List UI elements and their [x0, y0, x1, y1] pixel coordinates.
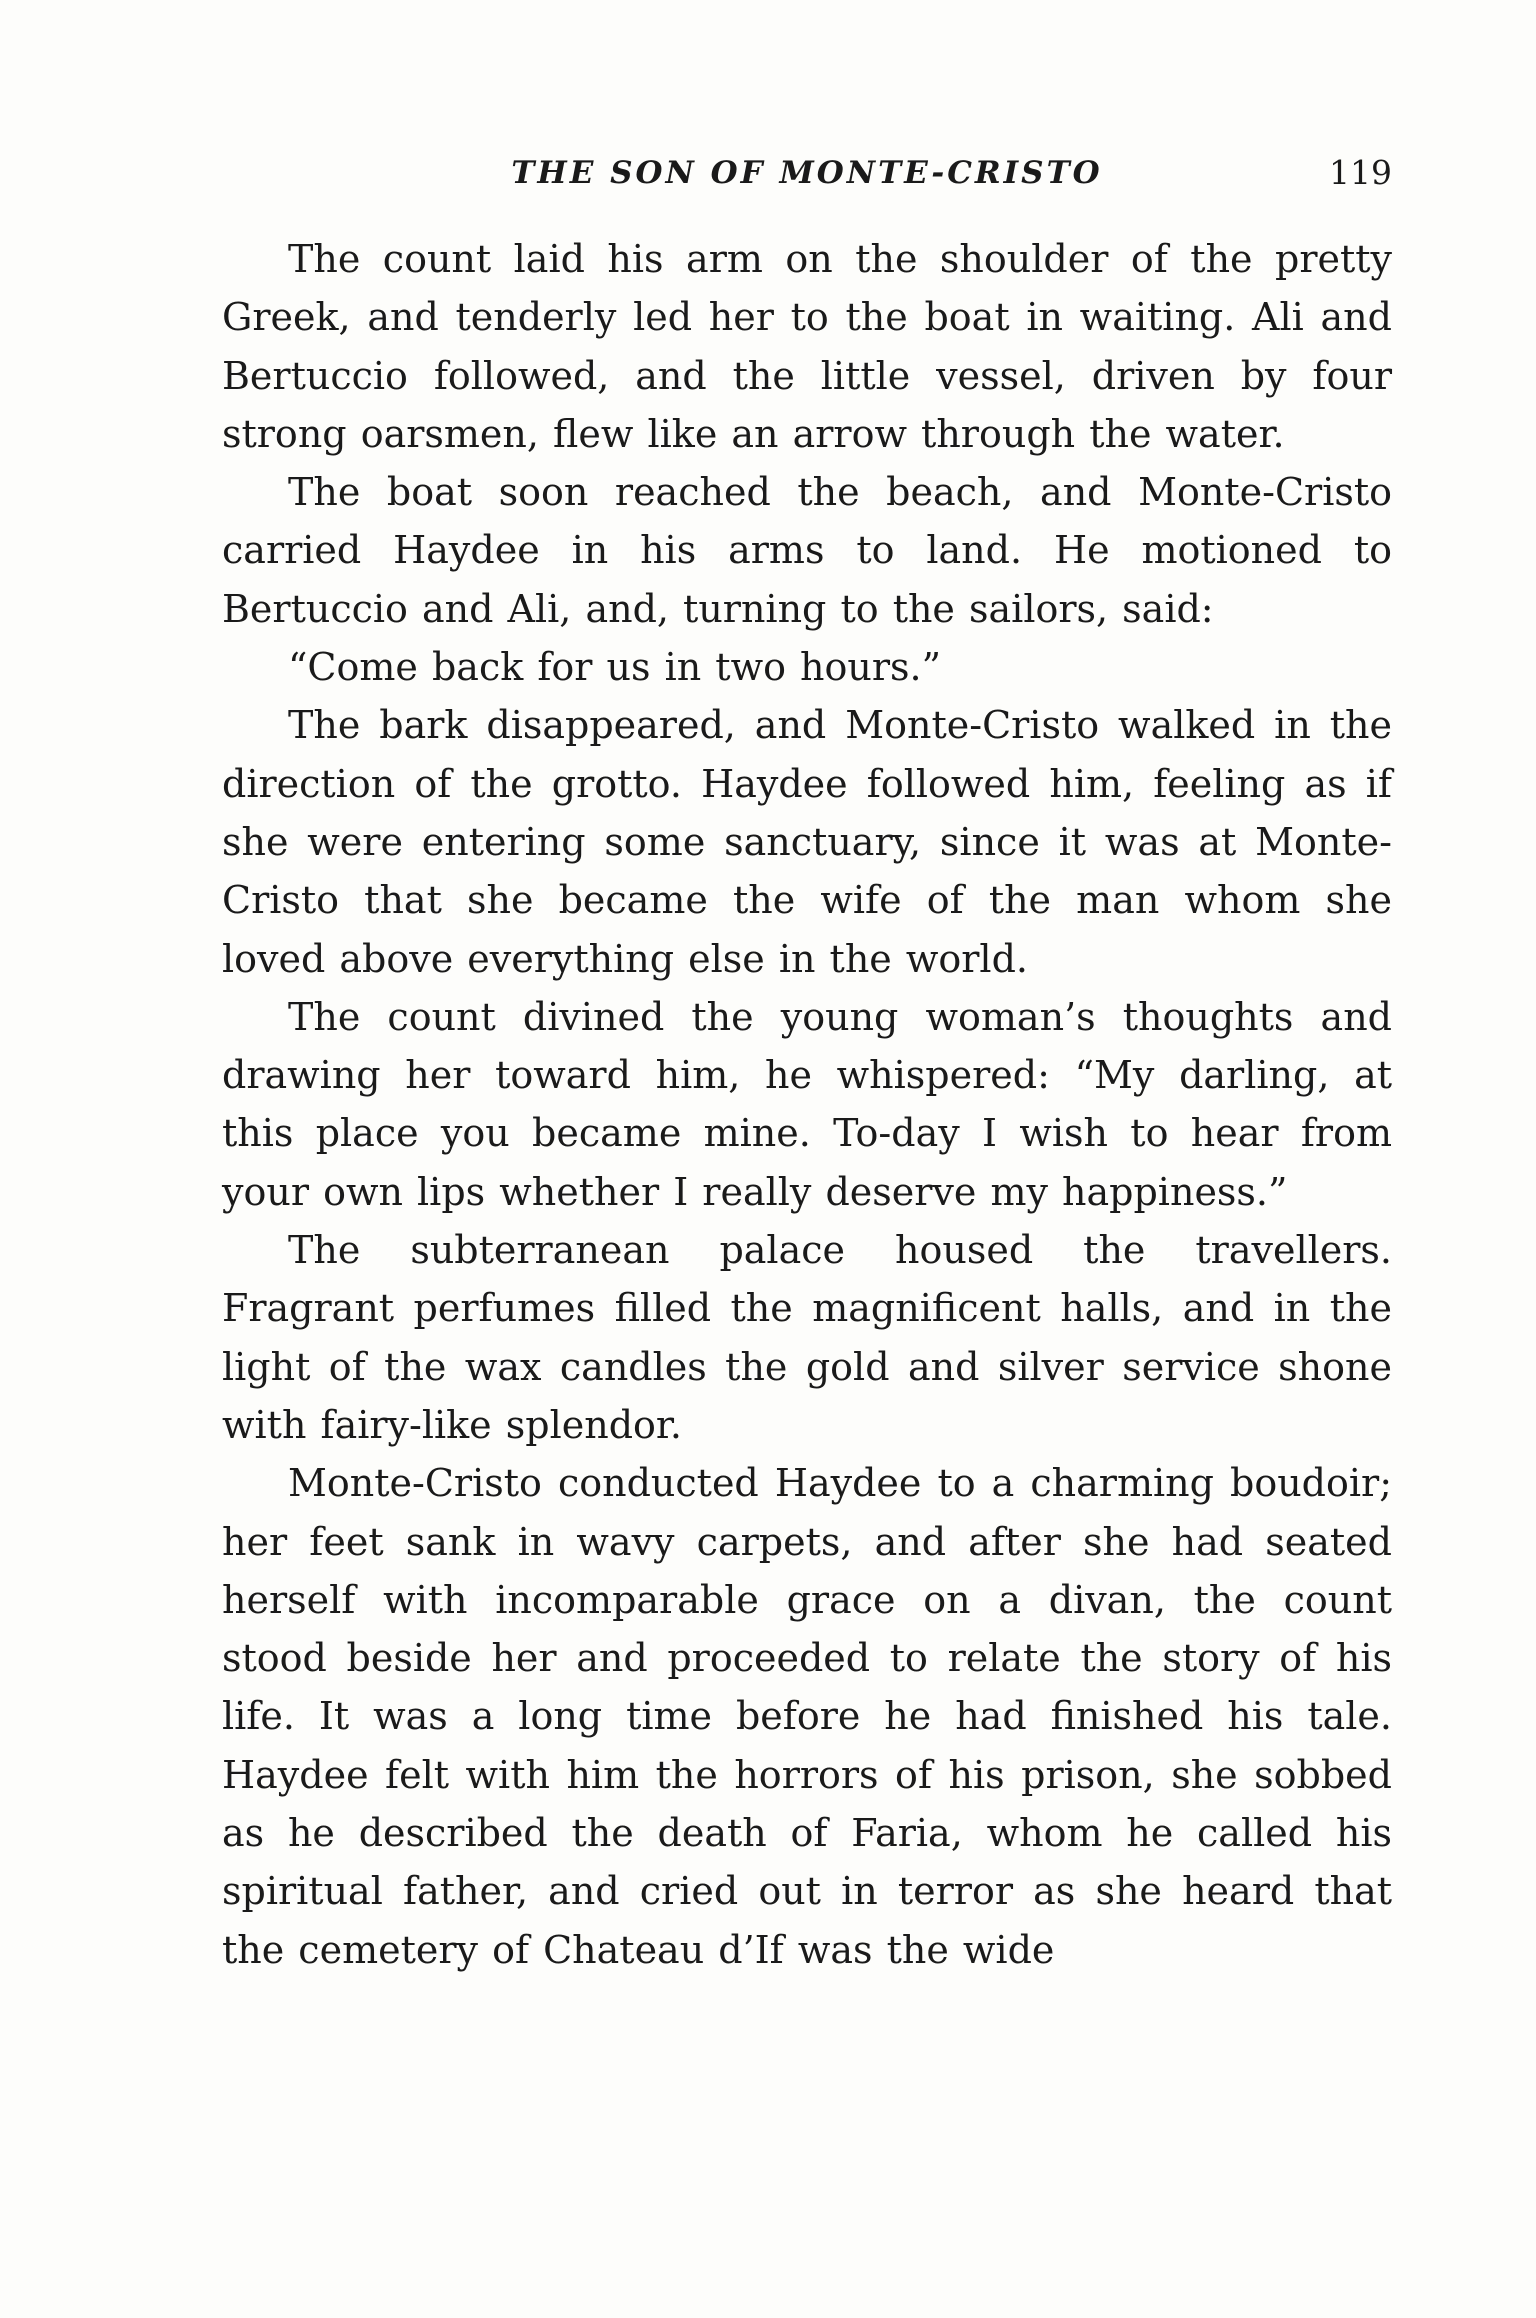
- paragraph-5: The count divined the young woman’s thoughts and drawing her toward him, he whispered: “My darling, at this place you became mine. To-day I wish to hear from your own lips whether I really deserve my happiness.”: [222, 994, 1392, 1214]
- paragraph-2: The boat soon reached the beach, and Monte-Cristo carried Haydee in his arms to land. He motioned to Bertuccio and Ali, and, turning to the sailors, said:: [222, 470, 1392, 631]
- body-text: [222, 230, 1392, 1979]
- paragraph-6: The subterranean palace housed the travellers. Fragrant perfumes filled the magnificent halls, and in the light of the wax candles the gold and silver service shone with fairy-like splendor.: [222, 1228, 1392, 1447]
- running-title: THE SON OF MONTE-CRISTO: [511, 155, 1103, 191]
- paragraph-7: Monte-Cristo conducted Haydee to a charming boudoir; her feet sank in wavy carpets, and after she had seated herself with incomparable grace on a divan, the count stood beside her and proceeded to relate the story of his life. It was a long time before he had finished his tale. Haydee felt with him the horrors of his prison, she sobbed as he described the death of Faria, whom he called his spiritual father, and cried out in terror as she heard that the cemetery of Chateau d’If was the wide: [222, 1461, 1392, 1972]
- page-number: 119: [1329, 153, 1392, 192]
- paragraph-3: “Come back for us in two hours.”: [288, 645, 942, 690]
- paragraph-4: The bark disappeared, and Monte-Cristo walked in the direction of the grotto. Haydee followed him, feeling as if she were entering some sanctuary, since it was at Monte-Cristo that she became the wife of the man whom she loved above everything else in the world.: [222, 703, 1392, 981]
- running-head: [222, 148, 1392, 198]
- paragraph-1: The count laid his arm on the shoulder of the pretty Greek, and tenderly led her to the boat in waiting. Ali and Bertuccio followed, and the little vessel, driven by four strong oarsmen, flew like an arrow through the water.: [222, 237, 1392, 456]
